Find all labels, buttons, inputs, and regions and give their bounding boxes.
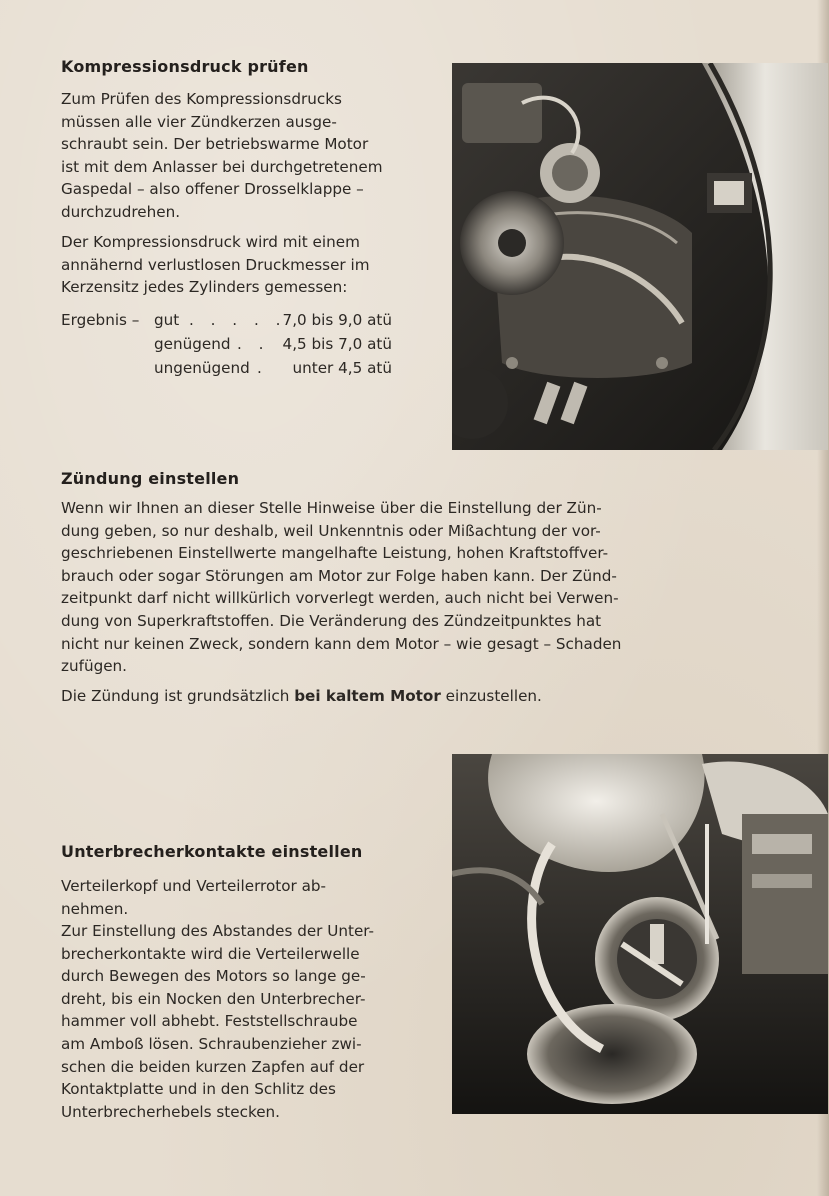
text-line: Der Kompressionsdruck wird mit einem	[61, 233, 360, 251]
paragraph-remove-cap	[61, 875, 395, 920]
text-line: Unterbrecherhebels stecken.	[61, 1102, 281, 1121]
heading-kompressionsdruck: Kompressionsdruck prüfen	[61, 57, 309, 76]
text-line: durchzudrehen.	[61, 202, 181, 221]
result-row-ungenuegend	[61, 356, 396, 380]
text-line: brauch oder sogar Störungen am Motor zur Folge haben kann. Der Zünd-	[61, 566, 617, 585]
text-line: am Amboß lösen. Schraubenzieher zwi-	[61, 1034, 362, 1053]
text-line: zufügen.	[61, 657, 128, 676]
result-dots: . . . . .	[189, 311, 287, 329]
result-value: unter 4,5 atü	[292, 359, 392, 377]
text-line: geschriebenen Einstellwerte mangelhafte Leistung, hohen Kraftstoffver-	[61, 544, 609, 563]
text-line: dung geben, so nur deshalb, weil Unkenntnis oder Mißachtung der vor-	[61, 521, 601, 540]
result-row-gut	[61, 308, 396, 332]
text-line: Gaspedal – also offener Drosselklappe –	[61, 180, 364, 199]
heading-zuendung: Zündung einstellen	[61, 469, 240, 488]
text-line: schen die beiden kurzen Zapfen auf der	[61, 1057, 365, 1076]
result-dots: . .	[237, 335, 270, 353]
paragraph-ignition-cold	[61, 685, 673, 708]
result-label: ungenügend	[154, 359, 250, 377]
text-line: Wenn wir Ihnen an dieser Stelle Hinweise über die Einstellung der Zün-	[61, 499, 602, 517]
text-line: nicht nur keinen Zweck, sondern kann dem Motor – wie gesagt – Schaden	[61, 634, 622, 653]
photo-distributor	[452, 754, 828, 1114]
result-row-genuegend	[61, 332, 396, 356]
compression-results-table	[61, 308, 396, 380]
text-line: zeitpunkt darf nicht willkürlich vorverlegt werden, auch nicht bei Verwen-	[61, 589, 619, 608]
result-dots: .	[257, 359, 268, 377]
heading-unterbrecherkontakte: Unterbrecherkontakte einstellen	[61, 842, 363, 861]
text-line: dung von Superkraftstoffen. Die Veränderung des Zündzeitpunktes hat	[61, 611, 602, 630]
text-line: Zur Einstellung des Abstandes der Unter-	[61, 922, 375, 940]
text-line: Zum Prüfen des Kompressionsdrucks	[61, 90, 342, 108]
text-line: schraubt sein. Der betriebswarme Motor	[61, 135, 369, 154]
text-line: dreht, bis ein Nocken den Unterbrecher-	[61, 989, 366, 1008]
photo-engine-compartment	[452, 63, 828, 450]
text-fragment: Die Zündung ist grundsätzlich	[61, 687, 295, 705]
engine-illustration	[452, 63, 828, 450]
paragraph-contact-gap	[61, 920, 395, 1123]
paragraph-ignition	[61, 497, 673, 678]
result-value: 7,0 bis 9,0 atü	[282, 311, 392, 329]
result-value: 4,5 bis 7,0 atü	[282, 335, 392, 353]
text-line: nehmen.	[61, 899, 129, 918]
text-line: hammer voll abhebt. Feststellschraube	[61, 1012, 358, 1031]
emphasis-cold-engine: bei kaltem Motor	[294, 687, 441, 705]
text-line: müssen alle vier Zündkerzen ausge-	[61, 112, 337, 131]
paragraph-compression-intro	[61, 88, 393, 224]
text-line: brecherkontakte wird die Verteilerwelle	[61, 944, 360, 963]
text-line: Kerzensitz jedes Zylinders gemessen:	[61, 278, 348, 297]
text-line: annähernd verlustlosen Druckmesser im	[61, 255, 370, 274]
text-line: Verteilerkopf und Verteilerrotor ab-	[61, 877, 327, 895]
result-label: genügend	[154, 335, 231, 353]
text-line: ist mit dem Anlasser bei durchgetretenem	[61, 157, 383, 176]
result-label: gut	[154, 311, 180, 329]
text-fragment: einzustellen.	[440, 687, 542, 705]
text-line: Kontaktplatte und in den Schlitz des	[61, 1080, 336, 1099]
distributor-illustration	[452, 754, 828, 1114]
result-prefix: Ergebnis –	[61, 311, 140, 329]
text-line: durch Bewegen des Motors so lange ge-	[61, 967, 366, 986]
paragraph-compression-measure	[61, 231, 393, 299]
